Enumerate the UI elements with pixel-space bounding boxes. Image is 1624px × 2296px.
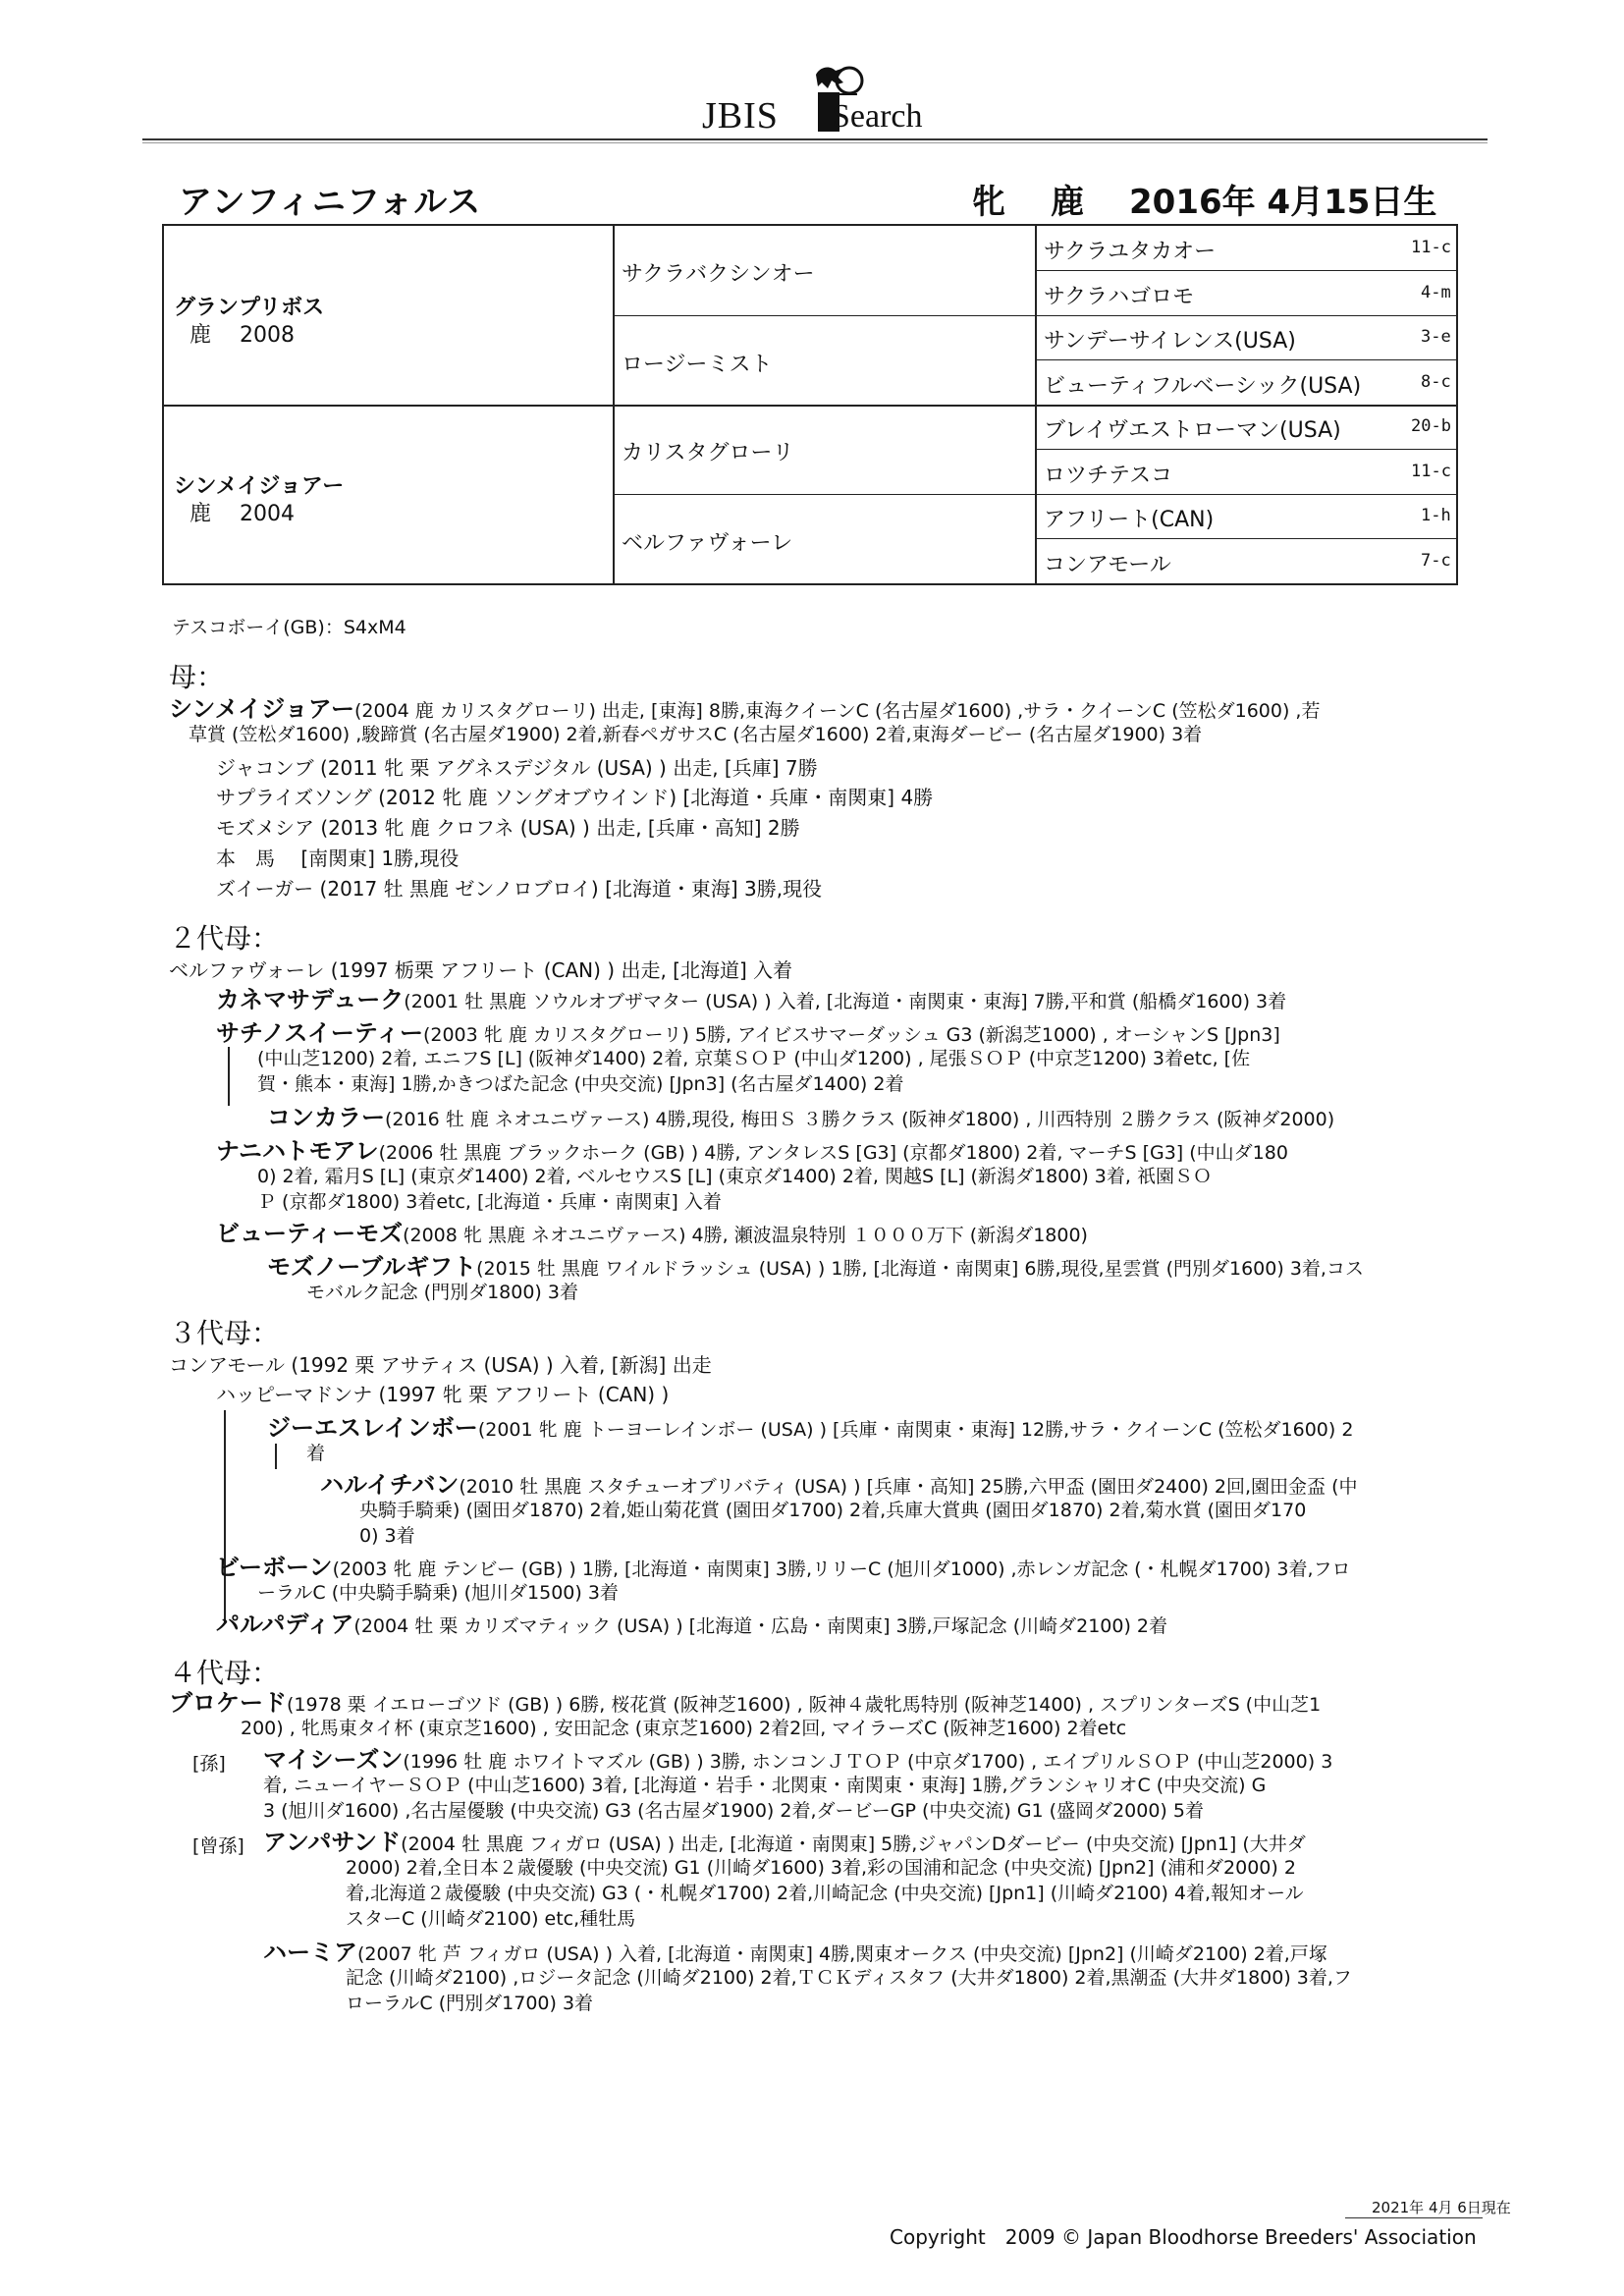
g3-3-family: 3-e bbox=[1421, 327, 1451, 347]
4th-dam-grand-1 bbox=[263, 1748, 1332, 1774]
3rd-dam-offspring-3 bbox=[216, 1613, 1167, 1638]
offspring-name: パルパディア bbox=[216, 1611, 354, 1638]
dam-name: シンメイジョアー bbox=[174, 474, 345, 499]
horse-color: 鹿 bbox=[1051, 183, 1084, 222]
g3-2: サクラハゴロモ bbox=[1044, 285, 1195, 309]
horse-birthdate: 2016年 4月15日生 bbox=[1129, 183, 1437, 222]
g3-5: ブレイヴエストローマン(USA) bbox=[1044, 418, 1341, 443]
g3-7: アフリート(CAN) bbox=[1044, 508, 1215, 532]
logo-text-jbis: JBIS bbox=[702, 95, 779, 137]
3rd-dam-entry: コンアモール (1992 栗 アサティス (USA) ) 入着, [新潟] 出走 bbox=[169, 1353, 712, 1377]
4th-dam-ggrand-2 bbox=[263, 1941, 1327, 1966]
offspring-text: (2001 牝 鹿 トーヨーレインボー (USA) ) [兵庫・南関東・東海] 12勝,サラ・クイーンC (笠松ダ1600) 2 bbox=[477, 1419, 1354, 1441]
4th-dam-ggrand-2-l3: ローラルC (門別ダ1700) 3着 bbox=[346, 1993, 594, 2014]
section-dam-title: 母： bbox=[169, 661, 225, 693]
header-rule bbox=[142, 138, 1488, 140]
header-rule-thin bbox=[142, 142, 1488, 143]
g3-8-family: 7-c bbox=[1421, 551, 1451, 571]
offspring-text: (2006 牡 黒鹿 ブラックホーク (GB) ) 4勝, アンタレスS [G3] (京都ダ1800) 2着, マーチS [G3] (中山ダ180 bbox=[378, 1142, 1288, 1164]
2nd-dam-offspring-3-l2: 0) 2着, 霜月S [L] (東京ダ1400) 2着, ベルセウスS [L] (東京ダ1400) 2着, 関越S [L] (新潟ダ1800) 3着, 祇園ＳＯ bbox=[257, 1166, 1212, 1187]
offspring-text: (2008 牝 黒鹿 ネオユニヴァース) 4勝, 瀬波温泉特別 １０００万下 (新潟ダ1800) bbox=[403, 1225, 1088, 1246]
3rd-dam-grand-1-l2: 着 bbox=[306, 1443, 326, 1464]
2nd-dam-grand-2-l2: モバルク記念 (門別ダ1800) 3着 bbox=[306, 1282, 578, 1303]
tree-line bbox=[275, 1444, 277, 1469]
2nd-dam-grand-1 bbox=[267, 1106, 1334, 1131]
dam-entry-name: シンメイジョアー bbox=[169, 695, 354, 723]
horse-name: アンフィニフォルス bbox=[179, 183, 482, 222]
3rd-dam-ggrand-1 bbox=[320, 1473, 1358, 1499]
g3-1: サクラユタカオー bbox=[1044, 240, 1217, 264]
section-3rd-dam-title: ３代母： bbox=[169, 1317, 280, 1349]
logo-text-search: Search bbox=[832, 98, 923, 135]
dam-entry-cont: 草賞 (笠松ダ1600) ,駿蹄賞 (名古屋ダ1900) 2着,新春ペガサスC (名古屋ダ1600) 2着,東海ダービー (名古屋ダ1900) 3着 bbox=[189, 724, 1203, 745]
offspring-text: (2004 牡 栗 カリズマティック (USA) ) [北海道・広島・南関東] 3勝,戸塚記念 (川崎ダ2100) 2着 bbox=[353, 1615, 1168, 1637]
great-grandchild-tag: [曾孫] bbox=[192, 1835, 244, 1857]
g3-4: ビューティフルベーシック(USA) bbox=[1044, 374, 1362, 399]
sibling-3: モズメシア (2013 牝 鹿 クロフネ (USA) ) 出走, [兵庫・高知] 2勝 bbox=[216, 816, 800, 840]
sire-name: グランプリボス bbox=[174, 296, 325, 320]
offspring-text: (2010 牡 黒鹿 スタチューオブリバティ (USA) ) [兵庫・高知] 25勝,六甲盃 (園田ダ2400) 2回,園田金盃 (中 bbox=[459, 1476, 1358, 1498]
4th-dam-ggrand-2-l2: 記念 (川崎ダ2100) ,ロジータ記念 (川崎ダ2100) 2着,ＴＣＫディスタフ (大井ダ1800) 2着,黒潮盃 (大井ダ1800) 3着,フ bbox=[346, 1967, 1352, 1989]
offspring-name: マイシーズン bbox=[263, 1746, 404, 1774]
dam-entry-text: (2004 鹿 カリスタグローリ) 出走, [東海] 8勝,東海クイーンC (名古屋ダ1600) ,サラ・クイーンC (笠松ダ1600) ,若 bbox=[354, 700, 1321, 722]
sire-dam: ロージーミスト bbox=[622, 353, 773, 377]
g3-5-family: 20-b bbox=[1411, 416, 1451, 436]
2nd-dam-offspring-3 bbox=[216, 1139, 1288, 1165]
g3-2-family: 4-m bbox=[1421, 283, 1451, 302]
offspring-text: (2003 牝 鹿 カリスタグローリ) 5勝, アイビスサマーダッシュ G3 (新潟芝1000) , オーシャンS [Jpn3] bbox=[422, 1024, 1280, 1046]
offspring-text: (2016 牡 鹿 ネオユニヴァース) 4勝,現役, 梅田Ｓ ３勝クラス (阪神ダ1800) , 川西特別 ２勝クラス (阪神ダ2000) bbox=[385, 1109, 1335, 1130]
3rd-dam-offspring-1: ハッピーマドンナ (1997 牝 栗 アフリート (CAN) ) bbox=[216, 1383, 670, 1406]
3rd-dam-offspring-2 bbox=[216, 1556, 1351, 1581]
g3-6: ロツチテスコ bbox=[1044, 464, 1173, 488]
offspring-name: ビューティーモズ bbox=[216, 1220, 404, 1247]
offspring-name: コンカラー bbox=[267, 1104, 385, 1131]
copyright: Copyright 2009 © Japan Bloodhorse Breeders' Association bbox=[890, 2225, 1477, 2249]
offspring-text: (2015 牡 黒鹿 ワイルドラッシュ (USA) ) 1勝, [北海道・南関東] 6勝,現役,星雲賞 (門別ダ1600) 3着,コス bbox=[476, 1258, 1364, 1280]
offspring-name: アンパサンド bbox=[263, 1829, 402, 1856]
3rd-dam-offspring-2-l2: ーラルC (中央騎手騎乗) (旭川ダ1500) 3着 bbox=[257, 1582, 619, 1604]
sire-info: 鹿 2008 bbox=[189, 323, 295, 348]
g3-3: サンデーサイレンス(USA) bbox=[1044, 329, 1296, 354]
dam-dam: ベルファヴォーレ bbox=[622, 531, 793, 556]
2nd-dam-offspring-2 bbox=[216, 1021, 1280, 1047]
4th-dam-ggrand-1 bbox=[263, 1831, 1306, 1856]
4th-dam-ggrand-1-l2: 2000) 2着,全日本２歳優駿 (中央交流) G1 (川崎ダ1600) 3着,彩の国浦和記念 (中央交流) [Jpn2] (浦和ダ2000) 2 bbox=[346, 1857, 1296, 1879]
4th-dam-ggrand-1-l4: スターC (川崎ダ2100) etc,種牡馬 bbox=[346, 1908, 636, 1930]
4th-dam-entry-l2: 200) , 牝馬東タイ杯 (東京芝1600) , 安田記念 (東京芝1600) 2着2回, マイラーズC (阪神芝1600) 2着etc bbox=[241, 1718, 1127, 1739]
section-2nd-dam-title: ２代母： bbox=[169, 922, 280, 955]
section-4th-dam-title: ４代母： bbox=[169, 1657, 280, 1689]
2nd-dam-offspring-2-l3: 賀・熊本・東海] 1勝,かきつばた記念 (中央交流) [Jpn3] (名古屋ダ1400) 2着 bbox=[257, 1073, 904, 1095]
g3-4-family: 8-c bbox=[1421, 372, 1451, 392]
offspring-name: カネマサデューク bbox=[216, 986, 405, 1013]
3rd-dam-ggrand-1-l2: 央騎手騎乗) (園田ダ1870) 2着,姫山菊花賞 (園田ダ1700) 2着,兵庫大賞典 (園田ダ1870) 2着,菊水賞 (園田ダ170 bbox=[359, 1500, 1307, 1521]
grandchild-tag: [孫] bbox=[192, 1753, 226, 1775]
sire-sire: サクラバクシンオー bbox=[622, 262, 815, 287]
as-of-date: 2021年 4月 6日現在 bbox=[1372, 2199, 1511, 2216]
offspring-name: ビーボーン bbox=[216, 1554, 333, 1581]
offspring-name: ハーミア bbox=[263, 1939, 357, 1966]
offspring-name: サチノスイーティー bbox=[216, 1019, 423, 1047]
2nd-dam-offspring-2-l2: (中山芝1200) 2着, エニフS [L] (阪神ダ1400) 2着, 京葉ＳＯＰ (中山ダ1200) , 尾張ＳＯＰ (中京芝1200) 3着etc, [佐 bbox=[257, 1048, 1251, 1069]
dam-info: 鹿 2004 bbox=[189, 502, 295, 526]
jbis-logo bbox=[702, 59, 957, 137]
offspring-text: (2003 牝 鹿 テンビー (GB) ) 1勝, [北海道・南関東] 3勝,リリーC (旭川ダ1000) ,赤レンガ記念 (・札幌ダ1700) 3着,フロ bbox=[332, 1558, 1351, 1580]
offspring-text: (1978 栗 イエローゴツド (GB) ) 6勝, 桜花賞 (阪神芝1600) , 阪神４歳牝馬特別 (阪神芝1400) , スプリンターズS (中山芝1 bbox=[287, 1694, 1322, 1716]
inbreeding-note: テスコボーイ(GB)：S4xM4 bbox=[172, 617, 406, 638]
tree-line bbox=[224, 1410, 226, 1622]
2nd-dam-offspring-1 bbox=[216, 988, 1286, 1013]
offspring-text: (1996 牡 鹿 ホワイトマズル (GB) ) 3勝, ホンコンＪＴＯＰ (中京ダ1700) , エイプリルＳＯＰ (中山芝2000) 3 bbox=[403, 1751, 1333, 1773]
3rd-dam-ggrand-1-l3: 0) 3着 bbox=[359, 1525, 415, 1547]
2nd-dam-offspring-4 bbox=[216, 1222, 1088, 1247]
2nd-dam-offspring-3-l3: Ｐ (京都ダ1800) 3着etc, [北海道・兵庫・南関東] 入着 bbox=[257, 1191, 722, 1213]
dam-sire: カリスタグローリ bbox=[622, 441, 794, 465]
horse-sex: 牝 bbox=[972, 183, 1005, 222]
offspring-name: ナニハトモアレ bbox=[216, 1137, 379, 1165]
sibling-2: サプライズソング (2012 牝 鹿 ソングオブウインド) [北海道・兵庫・南関東] 4勝 bbox=[216, 786, 934, 809]
offspring-name: モズノーブルギフト bbox=[267, 1253, 477, 1281]
offspring-name: ジーエスレインボー bbox=[267, 1414, 478, 1442]
sibling-4: ズイーガー (2017 牡 黒鹿 ゼンノロブロイ) [北海道・東海] 3勝,現役 bbox=[216, 877, 823, 901]
offspring-text: (2007 牝 芦 フィガロ (USA) ) 入着, [北海道・南関東] 4勝,関東オークス (中央交流) [Jpn2] (川崎ダ2100) 2着,戸塚 bbox=[357, 1943, 1327, 1965]
offspring-name: ブロケード bbox=[169, 1689, 287, 1717]
as-of-rule bbox=[1345, 2217, 1483, 2218]
4th-dam-ggrand-1-l3: 着,北海道２歳優駿 (中央交流) G3 (・札幌ダ1700) 2着,川崎記念 (中央交流) [Jpn1] (川崎ダ2100) 4着,報知オール bbox=[346, 1883, 1304, 1904]
sibling-1: ジャコンブ (2011 牝 栗 アグネスデジタル (USA) ) 出走, [兵庫] 7勝 bbox=[216, 756, 818, 780]
dam-entry bbox=[169, 697, 1320, 723]
g3-8: コンアモール bbox=[1044, 553, 1171, 577]
4th-dam-grand-1-l2: 着, ニューイヤーＳＯＰ (中山芝1600) 3着, [北海道・岩手・北関東・南関東・東海] 1勝,グランシャリオC (中央交流) G bbox=[263, 1775, 1267, 1796]
tree-line bbox=[228, 1047, 230, 1106]
offspring-text: (2004 牡 黒鹿 フィガロ (USA) ) 出走, [北海道・南関東] 5勝,ジャパンDダービー (中央交流) [Jpn1] (大井ダ bbox=[401, 1833, 1306, 1855]
4th-dam-grand-1-l3: 3 (旭川ダ1600) ,名古屋優駿 (中央交流) G3 (名古屋ダ1900) 2着,ダービーGP (中央交流) G1 (盛岡ダ2000) 5着 bbox=[263, 1800, 1204, 1822]
g3-7-family: 1-h bbox=[1421, 506, 1451, 525]
3rd-dam-grand-1 bbox=[267, 1416, 1353, 1442]
4th-dam-entry bbox=[169, 1691, 1321, 1717]
g3-6-family: 11-c bbox=[1411, 462, 1451, 481]
2nd-dam-entry: ベルファヴォーレ (1997 栃栗 アフリート (CAN) ) 出走, [北海道] 入着 bbox=[169, 958, 793, 982]
pedigree-table bbox=[162, 224, 1458, 585]
offspring-name: ハルイチバン bbox=[320, 1471, 460, 1499]
offspring-text: (2001 牡 黒鹿 ソウルオブザマター (USA) ) 入着, [北海道・南関東・東海] 7勝,平和賞 (船橋ダ1600) 3着 bbox=[404, 991, 1287, 1012]
g3-1-family: 11-c bbox=[1411, 238, 1451, 257]
2nd-dam-grand-2 bbox=[267, 1255, 1364, 1281]
sibling-self: 本 馬 [南関東] 1勝,現役 bbox=[216, 847, 460, 870]
